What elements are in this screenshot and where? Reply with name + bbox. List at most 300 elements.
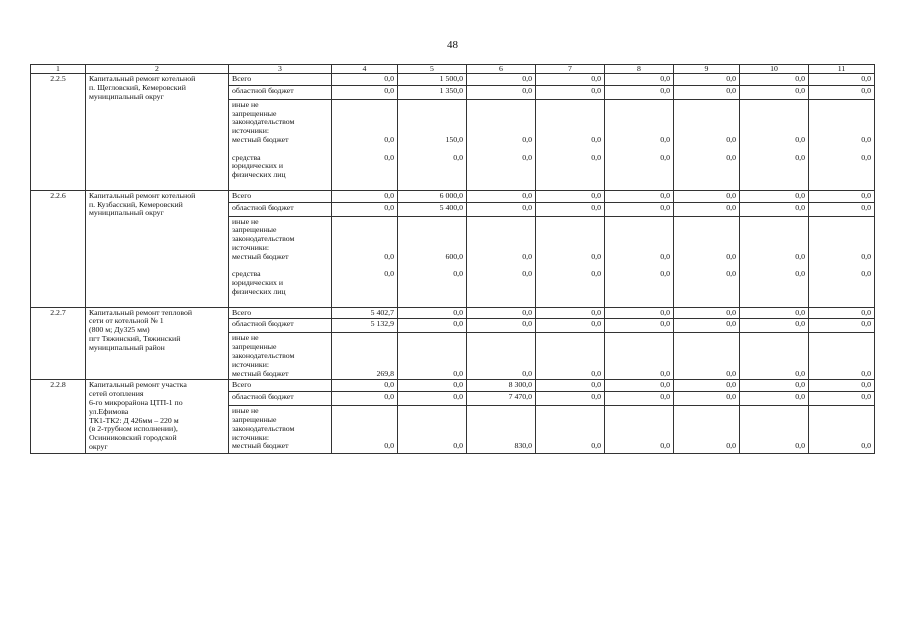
spacer (812, 101, 871, 110)
value-cell: 0,0 (740, 392, 809, 406)
value-cell (467, 406, 536, 454)
spacer (470, 218, 532, 227)
value-cell: 0,0 (674, 307, 740, 319)
other-sources-line: законодательством (232, 350, 295, 360)
local-budget-label: местный бюджет (232, 441, 289, 451)
spacer (335, 334, 394, 343)
source-label-regional: областной бюджет (229, 319, 332, 333)
block-name-line: Капитальный ремонт тепловой (89, 307, 193, 317)
local-budget-value: 0,0 (591, 251, 601, 261)
value-cell: 0,0 (740, 307, 809, 319)
spacer (812, 334, 871, 343)
value-cell: 0,0 (809, 190, 875, 202)
local-budget-value: 0,0 (660, 368, 670, 378)
spacer (539, 416, 601, 425)
spacer (539, 235, 601, 244)
value-cell (398, 216, 467, 307)
value-cell (605, 406, 674, 454)
other-sources-line: запрещенные (232, 414, 277, 424)
value-cell: 0,0 (740, 85, 809, 99)
spacer (539, 407, 601, 416)
page-number: 48 (447, 39, 458, 51)
value-cell: 0,0 (398, 380, 467, 392)
spacer (812, 416, 871, 425)
value-cell: 0,0 (809, 307, 875, 319)
local-budget-value: 0,0 (453, 368, 463, 378)
spacer (335, 110, 394, 119)
value-cell: 0,0 (674, 380, 740, 392)
spacer (401, 101, 463, 110)
value-cell: 0,0 (467, 85, 536, 99)
spacer (539, 352, 601, 361)
spacer (677, 352, 736, 361)
value-cell (332, 216, 398, 307)
legal-sources-value: 0,0 (795, 269, 805, 279)
value-cell (740, 216, 809, 307)
spacer (470, 407, 532, 416)
block-name-line: Капитальный ремонт котельной (89, 190, 196, 200)
local-budget-label: местный бюджет (232, 368, 289, 378)
local-budget-value: 0,0 (795, 368, 805, 378)
block-total-row (31, 74, 875, 86)
value-cell: 7 470,0 (467, 392, 536, 406)
spacer (401, 218, 463, 227)
spacer (335, 226, 394, 235)
spacer (677, 416, 736, 425)
legal-sources-value: 0,0 (726, 152, 736, 162)
spacer (743, 218, 805, 227)
spacer (401, 425, 463, 434)
block-name-line: пгт Тяжинский, Тяжинский (89, 333, 181, 343)
value-cell: 0,0 (740, 319, 809, 333)
spacer (743, 416, 805, 425)
local-budget-value: 0,0 (726, 368, 736, 378)
legal-sources-line: средства (232, 152, 261, 162)
value-cell: 0,0 (605, 307, 674, 319)
other-sources-line: запрещенные (232, 342, 277, 352)
spacer (232, 297, 328, 306)
source-label-total: Всего (229, 74, 332, 86)
value-cell: 0,0 (674, 85, 740, 99)
other-sources-line: иные не (232, 216, 259, 226)
spacer (401, 343, 463, 352)
spacer (677, 407, 736, 416)
value-cell: 0,0 (332, 380, 398, 392)
legal-sources-value: 0,0 (522, 152, 532, 162)
spacer (608, 343, 670, 352)
value-cell: 0,0 (605, 380, 674, 392)
local-budget-value: 0,0 (795, 441, 805, 451)
legal-sources-value: 0,0 (861, 152, 871, 162)
header-cell: 6 (467, 65, 536, 74)
header-cell: 10 (740, 65, 809, 74)
spacer (677, 101, 736, 110)
value-cell: 6 000,0 (398, 190, 467, 202)
block-name-line: (800 м; Ду325 мм) (89, 325, 150, 335)
spacer (539, 101, 601, 110)
block-name-line: 6-го микрорайона ЦТП-1 по (89, 397, 183, 407)
block-total-row (31, 380, 875, 392)
header-cell: 1 (31, 65, 86, 74)
value-cell: 0,0 (605, 190, 674, 202)
spacer (335, 343, 394, 352)
legal-sources-value: 0,0 (453, 269, 463, 279)
legal-sources-value: 0,0 (591, 269, 601, 279)
local-budget-value: 0,0 (384, 441, 394, 451)
value-cell (467, 99, 536, 190)
spacer (401, 334, 463, 343)
value-cell: 0,0 (467, 319, 536, 333)
block-name (86, 307, 229, 380)
local-budget-value: 0,0 (795, 134, 805, 144)
legal-sources-value: 0,0 (795, 152, 805, 162)
value-cell (674, 333, 740, 380)
value-cell: 0,0 (467, 202, 536, 216)
spacer (677, 110, 736, 119)
value-cell (332, 406, 398, 454)
block-name-line: ул.Ефимова (89, 406, 129, 416)
other-sources-line: иные не (232, 333, 259, 343)
value-cell: 5 402,7 (332, 307, 398, 319)
local-budget-value: 0,0 (384, 134, 394, 144)
block-total-row (31, 190, 875, 202)
block-name (86, 74, 229, 191)
value-cell: 8 300,0 (467, 380, 536, 392)
spacer (812, 118, 871, 127)
value-cell (332, 99, 398, 190)
spacer (677, 118, 736, 127)
spacer (401, 235, 463, 244)
spacer (470, 101, 532, 110)
block-name-line: округ (89, 441, 108, 451)
source-label-total: Всего (229, 190, 332, 202)
legal-sources-value: 0,0 (861, 269, 871, 279)
block-name-line: (в 2-трубном исполнении), (89, 424, 178, 434)
block-name-line: сетей отопления (89, 389, 144, 399)
spacer (743, 425, 805, 434)
legal-sources-value: 0,0 (384, 152, 394, 162)
other-sources-line: источники: (232, 359, 270, 369)
spacer (812, 352, 871, 361)
value-cell (674, 216, 740, 307)
spacer (401, 416, 463, 425)
value-cell: 0,0 (809, 85, 875, 99)
block-name (86, 380, 229, 453)
block-name-line: п. Щегловский, Кемеровский (89, 82, 186, 92)
other-sources-line: иные не (232, 99, 259, 109)
spacer (812, 110, 871, 119)
legal-sources-value: 0,0 (591, 152, 601, 162)
spacer (335, 416, 394, 425)
local-budget-value: 0,0 (861, 134, 871, 144)
spacer (232, 180, 328, 189)
header-cell: 7 (536, 65, 605, 74)
value-cell (674, 406, 740, 454)
value-cell (605, 333, 674, 380)
value-cell: 0,0 (605, 202, 674, 216)
source-label-regional: областной бюджет (229, 85, 332, 99)
value-cell: 0,0 (809, 380, 875, 392)
other-sources-line: запрещенные (232, 225, 277, 235)
local-budget-value: 0,0 (522, 251, 532, 261)
other-sources-line: законодательством (232, 234, 295, 244)
value-cell: 0,0 (332, 202, 398, 216)
value-cell: 0,0 (398, 307, 467, 319)
spacer (401, 226, 463, 235)
spacer (401, 118, 463, 127)
value-cell: 0,0 (332, 85, 398, 99)
header-cell: 8 (605, 65, 674, 74)
legal-sources-value: 0,0 (660, 269, 670, 279)
value-cell (740, 406, 809, 454)
spacer (335, 407, 394, 416)
block-name-line: муниципальный округ (89, 91, 164, 101)
legal-sources-value: 0,0 (522, 269, 532, 279)
spacer (470, 416, 532, 425)
block-code: 2.2.8 (31, 380, 86, 453)
local-budget-value: 0,0 (660, 441, 670, 451)
value-cell: 0,0 (332, 392, 398, 406)
value-cell: 0,0 (605, 392, 674, 406)
block-name-line: Капитальный ремонт участка (89, 380, 187, 390)
spacer (539, 226, 601, 235)
local-budget-value: 0,0 (591, 368, 601, 378)
spacer (743, 118, 805, 127)
spacer (539, 110, 601, 119)
value-cell (398, 406, 467, 454)
value-cell: 0,0 (674, 190, 740, 202)
local-budget-value: 0,0 (660, 134, 670, 144)
value-cell: 0,0 (605, 74, 674, 86)
spacer (335, 235, 394, 244)
source-label-other (229, 216, 332, 307)
spacer (608, 218, 670, 227)
spacer (677, 334, 736, 343)
spacer (608, 352, 670, 361)
value-cell (536, 333, 605, 380)
table-body (31, 65, 875, 454)
header-cell: 11 (809, 65, 875, 74)
local-budget-label: местный бюджет (232, 134, 289, 144)
value-cell (536, 99, 605, 190)
spacer (743, 334, 805, 343)
spacer (812, 343, 871, 352)
spacer (677, 226, 736, 235)
value-cell: 0,0 (467, 190, 536, 202)
value-cell: 0,0 (467, 307, 536, 319)
source-label-total: Всего (229, 307, 332, 319)
spacer (677, 218, 736, 227)
value-cell: 0,0 (398, 319, 467, 333)
header-cell: 3 (229, 65, 332, 74)
spacer (335, 425, 394, 434)
spacer (335, 118, 394, 127)
value-cell: 0,0 (536, 74, 605, 86)
local-budget-value: 0,0 (591, 134, 601, 144)
value-cell: 0,0 (605, 319, 674, 333)
value-cell (740, 99, 809, 190)
block-name-line: п. Кузбасский, Кемеровский (89, 199, 183, 209)
spacer (743, 343, 805, 352)
spacer (608, 425, 670, 434)
local-budget-value: 600,0 (445, 251, 463, 261)
block-name (86, 190, 229, 307)
source-label-regional: областной бюджет (229, 392, 332, 406)
local-budget-value: 150,0 (445, 134, 463, 144)
spacer (470, 118, 532, 127)
spacer (677, 235, 736, 244)
block-code: 2.2.6 (31, 190, 86, 307)
source-label-other (229, 333, 332, 380)
other-sources-line: запрещенные (232, 108, 277, 118)
value-cell (809, 406, 875, 454)
value-cell: 0,0 (332, 74, 398, 86)
spacer (539, 343, 601, 352)
value-cell: 0,0 (536, 319, 605, 333)
header-row (31, 65, 875, 74)
spacer (539, 118, 601, 127)
block-code: 2.2.7 (31, 307, 86, 380)
value-cell: 0,0 (809, 392, 875, 406)
value-cell: 0,0 (536, 85, 605, 99)
local-budget-value: 0,0 (591, 441, 601, 451)
value-cell: 5 400,0 (398, 202, 467, 216)
spacer (677, 343, 736, 352)
value-cell: 0,0 (536, 392, 605, 406)
local-budget-value: 0,0 (726, 251, 736, 261)
spacer (539, 334, 601, 343)
local-budget-value: 0,0 (660, 251, 670, 261)
block-name-line: муниципальный район (89, 342, 165, 352)
local-budget-value: 0,0 (726, 134, 736, 144)
legal-sources-value: 0,0 (453, 152, 463, 162)
value-cell: 0,0 (398, 392, 467, 406)
spacer (539, 425, 601, 434)
spacer (608, 118, 670, 127)
spacer (470, 235, 532, 244)
block-name-line: Осинниковский городской (89, 433, 177, 443)
spacer (812, 235, 871, 244)
other-sources-line: законодательством (232, 423, 295, 433)
local-budget-value: 0,0 (861, 441, 871, 451)
other-sources-line: источники: (232, 432, 270, 442)
legal-sources-line: средства (232, 269, 261, 279)
value-cell: 0,0 (809, 202, 875, 216)
source-label-total: Всего (229, 380, 332, 392)
value-cell: 1 350,0 (398, 85, 467, 99)
value-cell: 0,0 (740, 74, 809, 86)
spacer (470, 226, 532, 235)
spacer (401, 110, 463, 119)
local-budget-value: 0,0 (795, 251, 805, 261)
legal-sources-value: 0,0 (726, 269, 736, 279)
spacer (539, 218, 601, 227)
value-cell: 0,0 (332, 190, 398, 202)
spacer (812, 407, 871, 416)
spacer (812, 218, 871, 227)
value-cell (674, 99, 740, 190)
spacer (812, 425, 871, 434)
header-cell: 4 (332, 65, 398, 74)
local-budget-value: 0,0 (726, 441, 736, 451)
block-name-line: ТК1-ТК2: Д 426мм – 220 м (89, 415, 179, 425)
value-cell (809, 216, 875, 307)
value-cell: 0,0 (536, 380, 605, 392)
value-cell (536, 406, 605, 454)
spacer (608, 110, 670, 119)
local-budget-value: 0,0 (453, 441, 463, 451)
value-cell (809, 333, 875, 380)
spacer (470, 352, 532, 361)
value-cell: 0,0 (467, 74, 536, 86)
value-cell: 0,0 (674, 392, 740, 406)
legal-sources-line: физических лиц (232, 170, 286, 180)
local-budget-value: 0,0 (384, 251, 394, 261)
spacer (401, 407, 463, 416)
spacer (608, 334, 670, 343)
value-cell (398, 99, 467, 190)
legal-sources-line: юридических и (232, 278, 284, 288)
value-cell: 0,0 (605, 85, 674, 99)
block-name-line: муниципальный округ (89, 208, 164, 218)
spacer (743, 110, 805, 119)
spacer (608, 101, 670, 110)
spacer (470, 110, 532, 119)
spacer (335, 352, 394, 361)
local-budget-value: 269,8 (376, 368, 394, 378)
other-sources-line: иные не (232, 406, 259, 416)
value-cell: 0,0 (740, 190, 809, 202)
value-cell: 0,0 (740, 202, 809, 216)
spacer (677, 425, 736, 434)
source-label-other (229, 406, 332, 454)
value-cell (467, 333, 536, 380)
value-cell (605, 216, 674, 307)
block-name-line: Капитальный ремонт котельной (89, 74, 196, 83)
spacer (743, 352, 805, 361)
spacer (608, 416, 670, 425)
spacer (470, 343, 532, 352)
header-cell: 2 (86, 65, 229, 74)
value-cell: 0,0 (809, 319, 875, 333)
legal-sources-line: юридических и (232, 161, 284, 171)
value-cell (398, 333, 467, 380)
other-sources-line: источники: (232, 126, 270, 136)
spacer (812, 226, 871, 235)
spacer (470, 425, 532, 434)
value-cell: 0,0 (674, 74, 740, 86)
value-cell: 0,0 (674, 319, 740, 333)
header-cell: 9 (674, 65, 740, 74)
local-budget-value: 830,0 (514, 441, 532, 451)
value-cell: 5 132,9 (332, 319, 398, 333)
value-cell: 0,0 (740, 380, 809, 392)
spacer (608, 407, 670, 416)
value-cell (740, 333, 809, 380)
source-label-regional: областной бюджет (229, 202, 332, 216)
local-budget-value: 0,0 (522, 368, 532, 378)
block-code: 2.2.5 (31, 74, 86, 191)
spacer (743, 235, 805, 244)
value-cell: 0,0 (536, 202, 605, 216)
legal-sources-line: физических лиц (232, 286, 286, 296)
value-cell: 1 500,0 (398, 74, 467, 86)
legal-sources-value: 0,0 (660, 152, 670, 162)
spacer (743, 101, 805, 110)
header-cell: 5 (398, 65, 467, 74)
value-cell: 0,0 (674, 202, 740, 216)
block-total-row (31, 307, 875, 319)
